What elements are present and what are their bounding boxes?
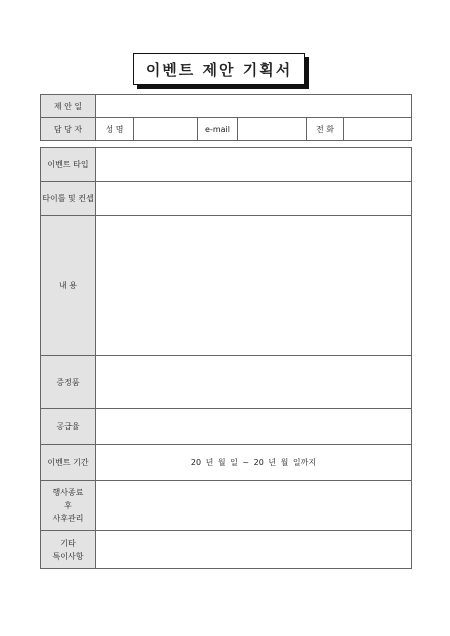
after-event-row [41,481,412,531]
phone-label: 전 화 [307,118,344,141]
proposal-date-label: 제 안 일 [41,95,96,118]
event-type-field[interactable] [96,148,412,182]
prize-row [41,356,412,409]
period-field[interactable]: 20 년 월 일 ~ 20 년 월 일까지 [96,445,412,481]
email-label: e-mail [198,118,238,141]
name-label: 성 명 [96,118,134,141]
proposal-date-field[interactable] [96,95,412,118]
title-concept-label: 타이틀 및 컨셉 [41,182,96,216]
after-event-label-line-1: 행사종료 [52,488,84,497]
content-label: 내 용 [41,216,96,356]
title-concept-field[interactable] [96,182,412,216]
prize-label: 증정품 [41,356,96,409]
other-label-line-1: 기타 [60,538,76,548]
after-event-label-line-3: 사후관리 [52,514,84,523]
supply-rate-label: 공급율 [41,409,96,445]
other-label-line-2: 특이사항 [52,551,84,561]
other-label [41,531,96,569]
other-row [41,531,412,569]
other-field[interactable] [96,531,412,569]
manager-label: 담 당 자 [41,118,96,141]
title-concept-row [41,182,412,216]
event-type-label: 이벤트 타입 [41,148,96,182]
supply-rate-row [41,409,412,445]
manager-row [41,118,412,141]
email-field[interactable] [238,118,307,141]
phone-field[interactable] [344,118,412,141]
period-label: 이벤트 기간 [41,445,96,481]
after-event-label [41,481,96,531]
event-type-row [41,148,412,182]
proposal-body-table [40,147,412,569]
prize-field[interactable] [96,356,412,409]
after-event-field[interactable] [96,481,412,531]
document-title: 이벤트 제안 기획서 [133,53,305,85]
content-row [41,216,412,356]
proposal-date-row [41,95,412,118]
period-row [41,445,412,481]
name-field[interactable] [134,118,198,141]
after-event-label-line-2: 후 [64,501,72,510]
proposal-header-table [40,94,412,141]
document-title-frame [133,53,305,85]
supply-rate-field[interactable] [96,409,412,445]
content-field[interactable] [96,216,412,356]
